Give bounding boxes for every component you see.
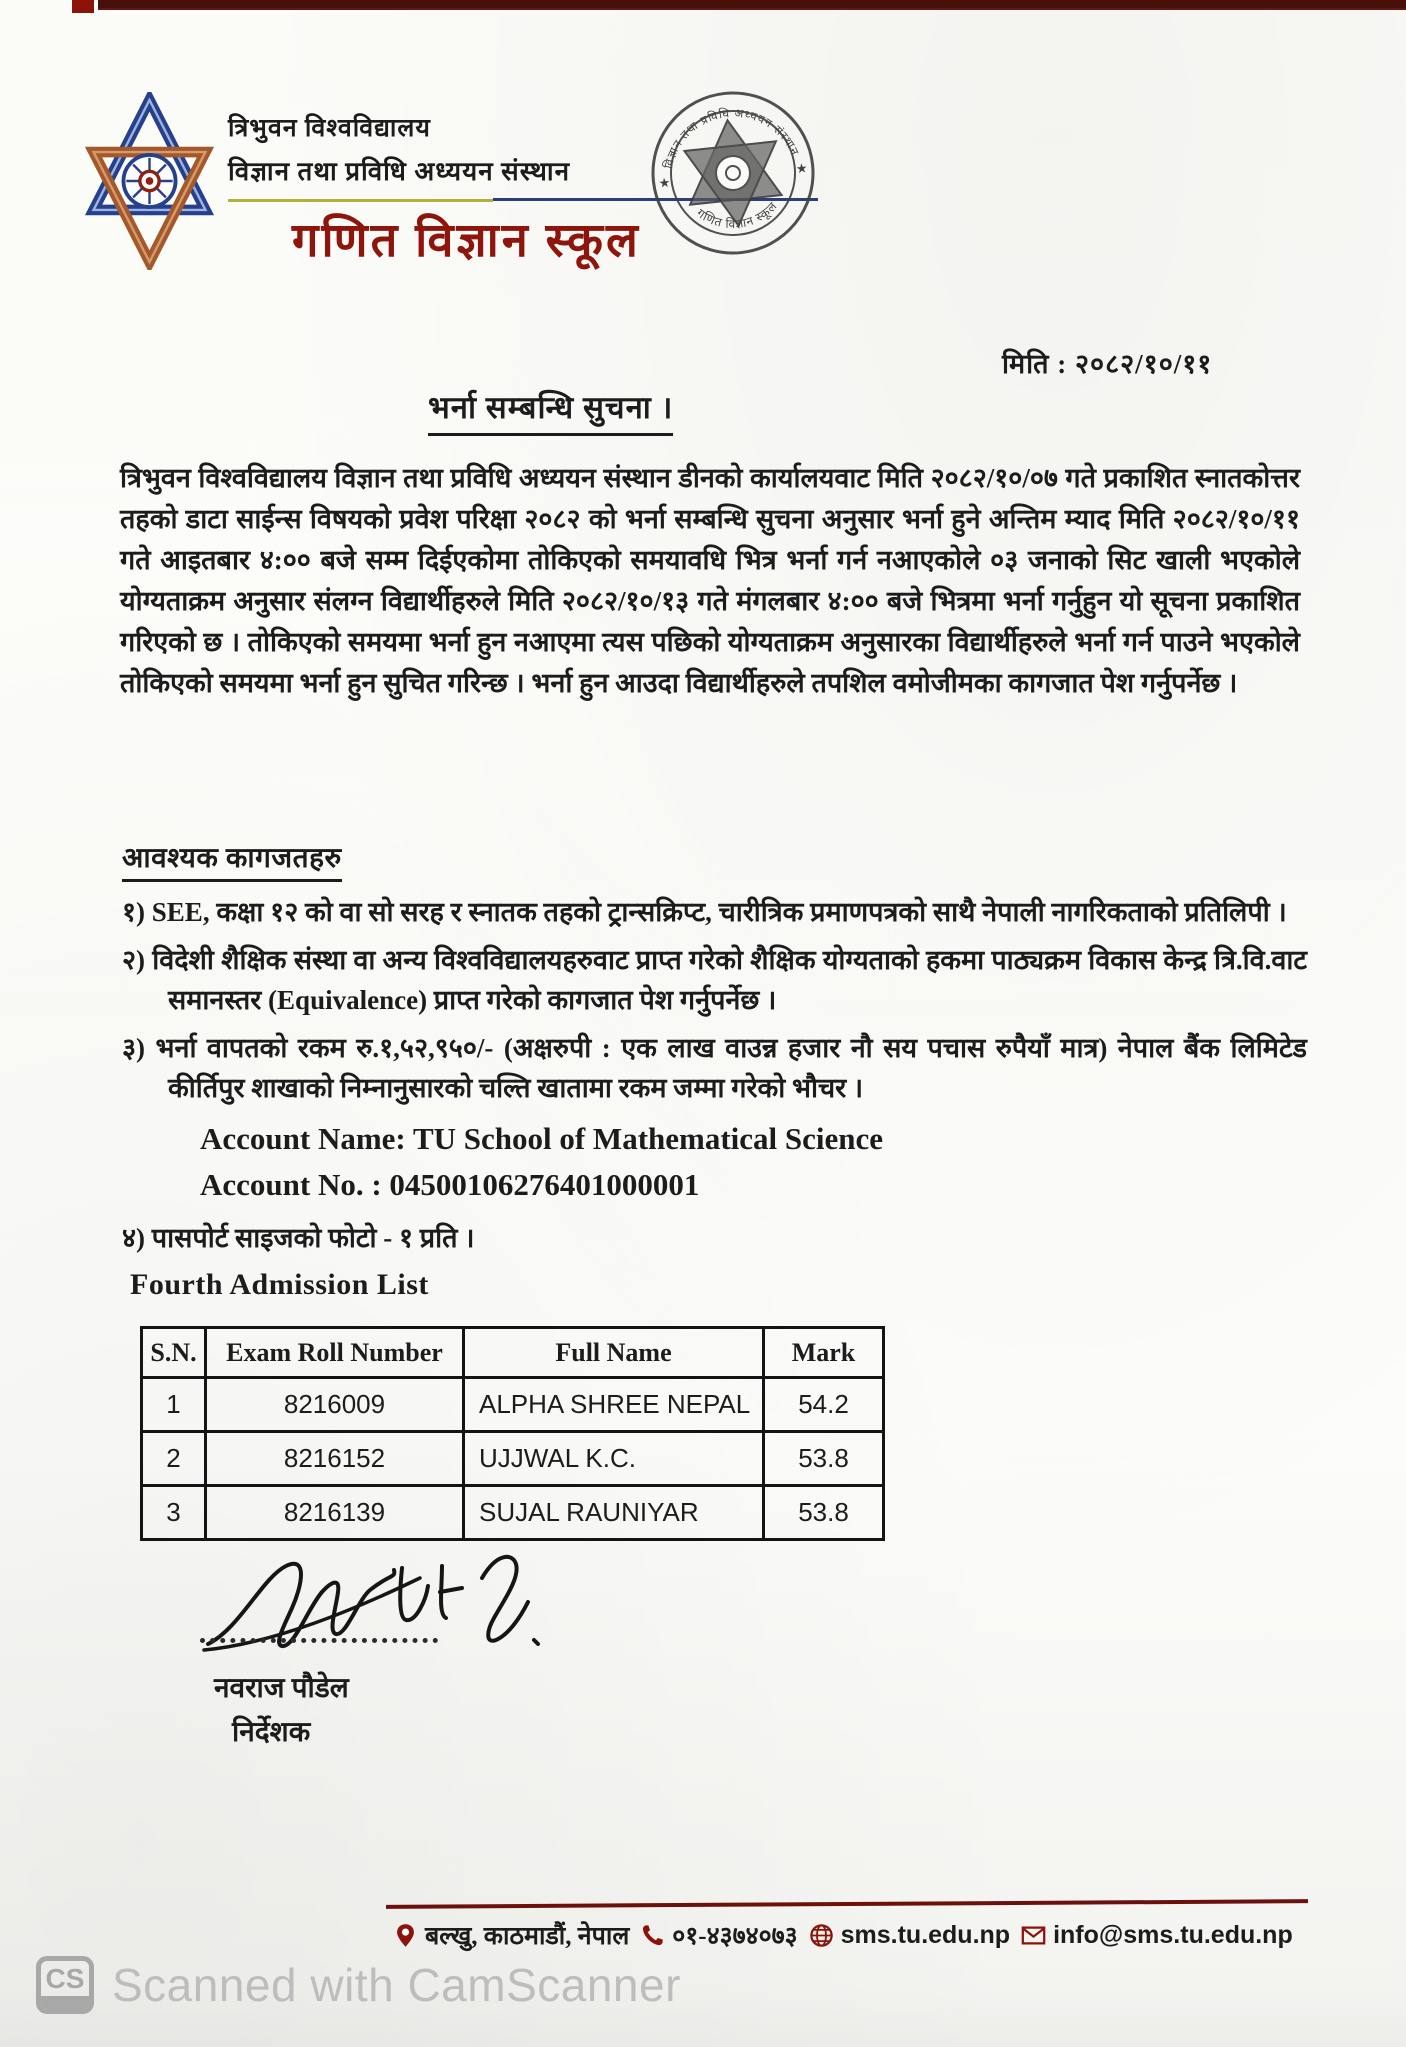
admission-list-heading: Fourth Admission List: [130, 1268, 429, 1301]
cell-sn: 1: [142, 1378, 206, 1432]
cell-sn: 3: [142, 1486, 206, 1540]
list-item: [122, 1218, 1307, 1258]
university-name: त्रिभुवन विश्वविद्यालय: [228, 115, 431, 142]
stamp-star-left-icon: ★: [657, 174, 672, 191]
account-number: Account No. : 04500106276401000001: [200, 1167, 700, 1202]
cell-name: SUJAL RAUNIYAR: [464, 1486, 764, 1540]
col-header-name: Full Name: [464, 1328, 764, 1378]
signatory-name: नवराज पौडेल: [214, 1673, 349, 1704]
footer-website: sms.tu.edu.np: [840, 1920, 1011, 1949]
list-item: [122, 1028, 1307, 1108]
watermark-text: Scanned with CamScanner: [112, 1959, 681, 2011]
item-text: SEE, कक्षा १२ को वा सो सरह र स्नातक तहको ट्रान्सक्रिप्ट, चारीत्रिक प्रमाणपत्रको साथै नेपाली नागरिकताको प्रतिलिपी ।: [151, 897, 1287, 927]
cell-roll: 8216139: [206, 1486, 464, 1540]
col-header-sn: S.N.: [142, 1328, 206, 1378]
footer-email: info@sms.tu.edu.np: [1053, 1920, 1293, 1949]
bank-account-details: [200, 1116, 1307, 1208]
account-name: Account Name: TU School of Mathematical Science: [200, 1121, 884, 1156]
tribhuvan-university-logo-icon: [82, 92, 217, 270]
footer-phone: ०१-४३७४०७३: [672, 1923, 798, 1950]
cell-mark: 54.2: [764, 1378, 884, 1432]
table-row: [142, 1378, 884, 1432]
stamp-star-right-icon: ★: [795, 160, 809, 177]
letterhead: [228, 110, 570, 188]
item-number: ४): [122, 1223, 146, 1253]
camscanner-badge-icon: CS: [36, 1956, 94, 2014]
scan-edge-strip: [98, 0, 1406, 10]
table-row: [142, 1486, 884, 1540]
camscanner-watermark: [36, 1956, 681, 2014]
cell-name: UJJWAL K.C.: [464, 1432, 764, 1486]
table-row: [142, 1432, 884, 1486]
item-number: १): [122, 897, 146, 927]
stamp-bottom-text: गणित विज्ञान स्कूल: [694, 198, 781, 232]
item-number: २): [122, 945, 146, 975]
col-header-mark: Mark: [764, 1328, 884, 1378]
cell-roll: 8216009: [206, 1378, 464, 1432]
stamp-top-text: विज्ञान तथा प्रविधि अध्ययन संस्थान: [662, 107, 801, 171]
location-pin-icon: [392, 1922, 419, 1949]
documents-heading: आवश्यक कागजतहरु: [122, 838, 342, 882]
school-round-stamp: [640, 80, 827, 267]
col-header-roll: Exam Roll Number: [206, 1328, 464, 1378]
cell-sn: 2: [142, 1432, 206, 1486]
globe-icon: [808, 1922, 835, 1949]
list-item: [122, 892, 1307, 932]
cell-roll: 8216152: [206, 1432, 464, 1486]
signature-handwriting: [190, 1548, 570, 1673]
notice-date: मिति : २०८२/१०/११: [1002, 349, 1213, 379]
table-header-row: [142, 1328, 884, 1378]
footer-divider: [386, 1899, 1308, 1909]
school-name: गणित विज्ञान स्कूल: [292, 215, 641, 267]
notice-body: त्रिभुवन विश्वविद्यालय विज्ञान तथा प्रविधि अध्ययन संस्थान डीनको कार्यालयवाट मिति २०८२/१०/०७ गते प्रकाशित स्नातकोत्तर तहको डाटा साईन्स विषयको प्रवेश परिक्षा २०८२ को भर्ना सम्बन्धि सुचना अनुसार भर्ना हुने अन्तिम म्याद मिति २०८२/१०/११ गते आइतबार ४:०० बजे सम्म दिईएकोमा तोकिएको समयावधि भित्र भर्ना गर्न नआएकोले ०३ जनाको सिट खाली भएकोले योग्यताक्रम अनुसार संलग्न विद्यार्थीहरुले मिति २०८२/१०/१३ गते मंगलबार ४:०० बजे भित्रमा भर्ना गर्नुहुन यो सूचना प्रकाशित गरिएको छ । तोकिएको समयमा भर्ना हुन नआएमा त्यस पछिको योग्यताक्रम अनुसारका विद्यार्थीहरुले भर्ना गर्न पाउने भएकोले तोकिएको समयमा भर्ना हुन सुचित गरिन्छ । भर्ना हुन आउदा विद्यार्थीहरुले तपशिल वमोजीमका कागजात पेश गर्नुपर्नेछ ।: [120, 463, 1300, 698]
cell-mark: 53.8: [764, 1486, 884, 1540]
item-number: ३): [122, 1033, 146, 1063]
footer-address: बल्खु, काठमाडौं, नेपाल: [425, 1923, 630, 1950]
item-text: विदेशी शैक्षिक संस्था वा अन्य विश्वविद्यालयहरुवाट प्राप्त गरेको शैक्षिक योग्यताको हकमा पाठ्यक्रम विकास केन्द्र त्रि.वि.वाट समानस्तर (Equivalence) प्राप्त गरेको कागजात पेश गर्नुपर्नेछ ।: [152, 945, 1307, 1015]
signatory-designation: निर्देशक: [232, 1717, 311, 1748]
admission-table: [140, 1326, 885, 1541]
footer-contact-bar: [392, 1918, 1293, 1952]
list-item: [122, 940, 1307, 1020]
phone-icon: [639, 1922, 666, 1949]
cell-name: ALPHA SHREE NEPAL: [464, 1378, 764, 1432]
cell-mark: 53.8: [764, 1432, 884, 1486]
institute-name: विज्ञान तथा प्रविधि अध्ययन संस्थान: [228, 157, 571, 186]
notice-title: भर्ना सम्बन्धि सुचना ।: [428, 386, 673, 436]
scan-edge-notch: [72, 0, 94, 13]
documents-list: [122, 892, 1307, 1266]
item-text: पासपोर्ट साइजको फोटो - १ प्रति ।: [151, 1223, 475, 1253]
signature-dotted-line: [200, 1638, 438, 1643]
item-text: भर्ना वापतको रकम रु.१,५२,९५०/- (अक्षरुपी : एक लाख वाउन्न हजार नौ सय पचास रुपैयाँ मात्र) नेपाल बैंक लिमिटेड कीर्तिपुर शाखाको निम्नानुसारको चल्ति खातामा रकम जम्मा गरेको भौचर ।: [155, 1033, 1307, 1103]
email-envelope-icon: [1020, 1922, 1047, 1949]
